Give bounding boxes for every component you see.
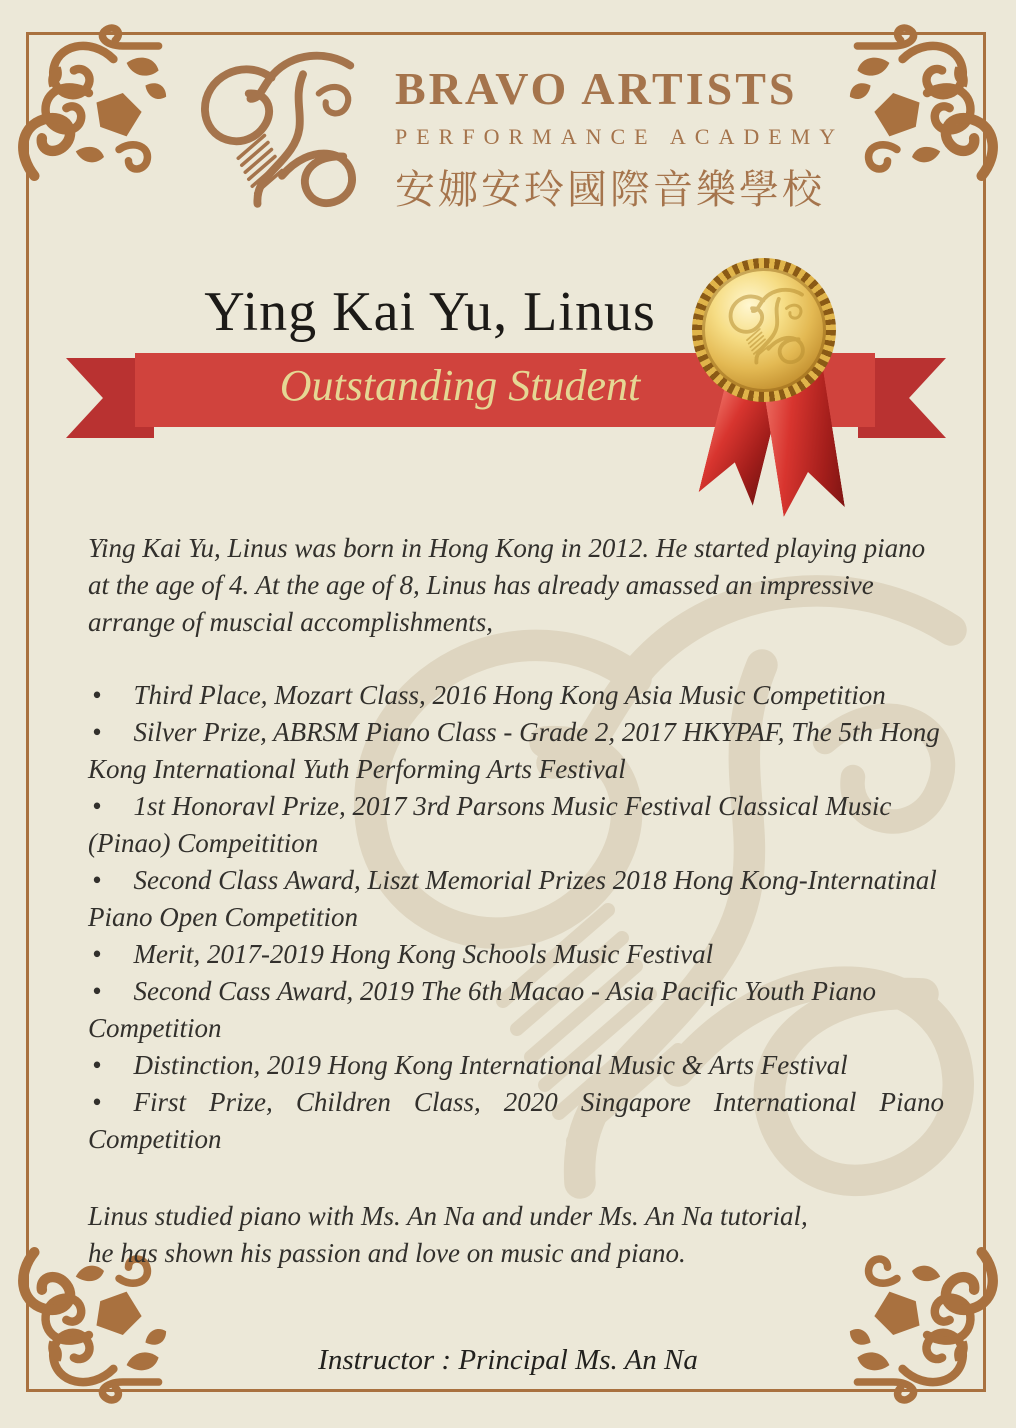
achievement-item: • Second Cass Award, 2019 The 6th Macao - Asia Pacific Youth Piano Competition: [88, 973, 944, 1047]
student-name: Ying Kai Yu, Linus: [204, 281, 656, 343]
achievement-item: • First Prize, Children Class, 2020 Singapore International Piano Competition: [88, 1084, 944, 1158]
achievement-item: • 1st Honoravl Prize, 2017 3rd Parsons Music Festival Classical Music (Pinao) Compeitition: [88, 788, 944, 862]
corner-ornament-top-right-icon: [848, 14, 1008, 189]
bio-closing-paragraph: [88, 1198, 944, 1272]
biography-section: [88, 530, 944, 1272]
corner-ornament-top-left-icon: [8, 14, 168, 189]
bio-intro-paragraph: Ying Kai Yu, Linus was born in Hong Kong in 2012. He started playing piano at the age of 4. At the age of 8, Linus has already amassed an impressive arrange of muscial accomplishments,: [88, 533, 926, 637]
achievement-item: • Second Class Award, Liszt Memorial Prizes 2018 Hong Kong-Internatinal Piano Open Competition: [88, 862, 944, 936]
academy-name-chinese: 安娜安玲國際音樂學校: [395, 167, 825, 212]
achievement-list: [88, 677, 944, 1158]
academy-brand-block: [395, 62, 855, 215]
academy-logo-icon: [180, 48, 370, 223]
academy-name: BRAVO ARTISTS: [395, 63, 798, 114]
achievement-item: • Distinction, 2019 Hong Kong International Music & Arts Festival: [88, 1047, 944, 1084]
medal-emboss-monogram-icon: [722, 286, 808, 372]
academy-subtitle: PERFORMANCE ACADEMY: [395, 124, 845, 149]
instructor-credit: Instructor : Principal Ms. An Na: [318, 1344, 698, 1376]
banner-title: Outstanding Student: [279, 361, 641, 410]
closing-line: he has shown his passion and love on music and piano.: [88, 1238, 686, 1268]
achievement-item: • Silver Prize, ABRSM Piano Class - Grade 2, 2017 HKYPAF, The 5th Hong Kong International Yuth Performing Arts Festival: [88, 714, 944, 788]
gold-medal-icon: [692, 258, 836, 508]
closing-line: Linus studied piano with Ms. An Na and under Ms. An Na tutorial,: [88, 1201, 808, 1231]
achievement-item: • Merit, 2017-2019 Hong Kong Schools Music Festival: [88, 936, 944, 973]
achievement-item: • Third Place, Mozart Class, 2016 Hong Kong Asia Music Competition: [88, 677, 944, 714]
